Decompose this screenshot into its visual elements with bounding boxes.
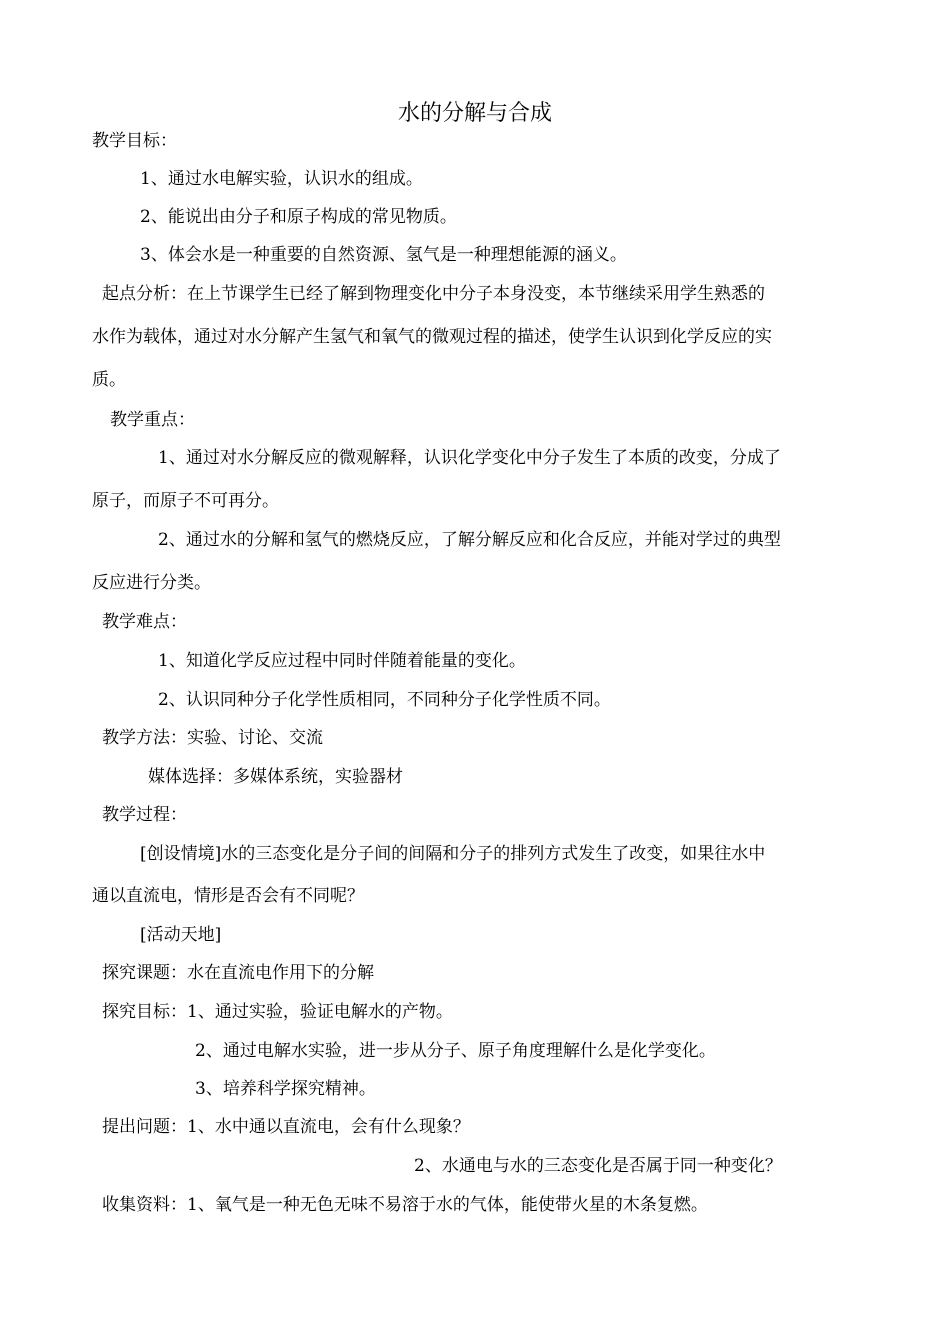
- inquiry-aim-2: 2、通过电解水实验，进一步从分子、原子角度理解什么是化学变化。: [195, 1041, 716, 1061]
- inquiry-aim-1: 探究目标：1、通过实验，验证电解水的产物。: [102, 1002, 453, 1022]
- collect-info-1: 收集资料：1、氧气是一种无色无味不易溶于水的气体，能使带火星的木条复燃。: [102, 1195, 708, 1215]
- analysis-line-2: 水作为载体，通过对水分解产生氢气和氧气的微观过程的描述，使学生认识到化学反应的实: [92, 327, 772, 347]
- teaching-method: 教学方法：实验、讨论、交流: [102, 728, 323, 748]
- goal-item-2: 2、能说出由分子和原子构成的常见物质。: [140, 207, 457, 227]
- analysis-line-1: 起点分析：在上节课学生已经了解到物理变化中分子本身没变，本节继续采用学生熟悉的: [102, 284, 765, 304]
- difficulty-item-2: 2、认识同种分子化学性质相同，不同种分子化学性质不同。: [158, 690, 611, 710]
- key-point-2-line-2: 反应进行分类。: [92, 573, 211, 593]
- analysis-line-3: 质。: [92, 370, 126, 390]
- question-1: 提出问题：1、水中通以直流电，会有什么现象？: [102, 1117, 470, 1137]
- question-2: 2、水通电与水的三态变化是否属于同一种变化？: [414, 1156, 782, 1176]
- key-points-heading: 教学重点：: [110, 410, 195, 430]
- scene-line-2: 通以直流电，情形是否会有不同呢？: [92, 886, 364, 906]
- scene-line-1: [创设情境]水的三态变化是分子间的间隔和分子的排列方式发生了改变，如果往水中: [140, 844, 766, 864]
- media-selection: 媒体选择：多媒体系统，实验器材: [148, 767, 403, 787]
- goal-item-3: 3、体会水是一种重要的自然资源、氢气是一种理想能源的涵义。: [140, 245, 627, 265]
- goals-heading: 教学目标：: [92, 131, 177, 151]
- document-title: 水的分解与合成: [397, 101, 552, 126]
- difficulties-heading: 教学难点：: [102, 612, 187, 632]
- inquiry-topic: 探究课题：水在直流电作用下的分解: [102, 963, 374, 983]
- key-point-1-line-2: 原子，而原子不可再分。: [92, 491, 279, 511]
- inquiry-aim-3: 3、培养科学探究精神。: [195, 1079, 376, 1099]
- key-point-2-line-1: 2、通过水的分解和氢气的燃烧反应，了解分解反应和化合反应，并能对学过的典型: [158, 530, 781, 550]
- key-point-1-line-1: 1、通过对水分解反应的微观解释，认识化学变化中分子发生了本质的改变，分成了: [158, 448, 781, 468]
- process-heading: 教学过程：: [102, 805, 187, 825]
- difficulty-item-1: 1、知道化学反应过程中同时伴随着能量的变化。: [158, 651, 526, 671]
- activity-label: [活动天地]: [140, 925, 222, 945]
- goal-item-1: 1、通过水电解实验，认识水的组成。: [140, 169, 423, 189]
